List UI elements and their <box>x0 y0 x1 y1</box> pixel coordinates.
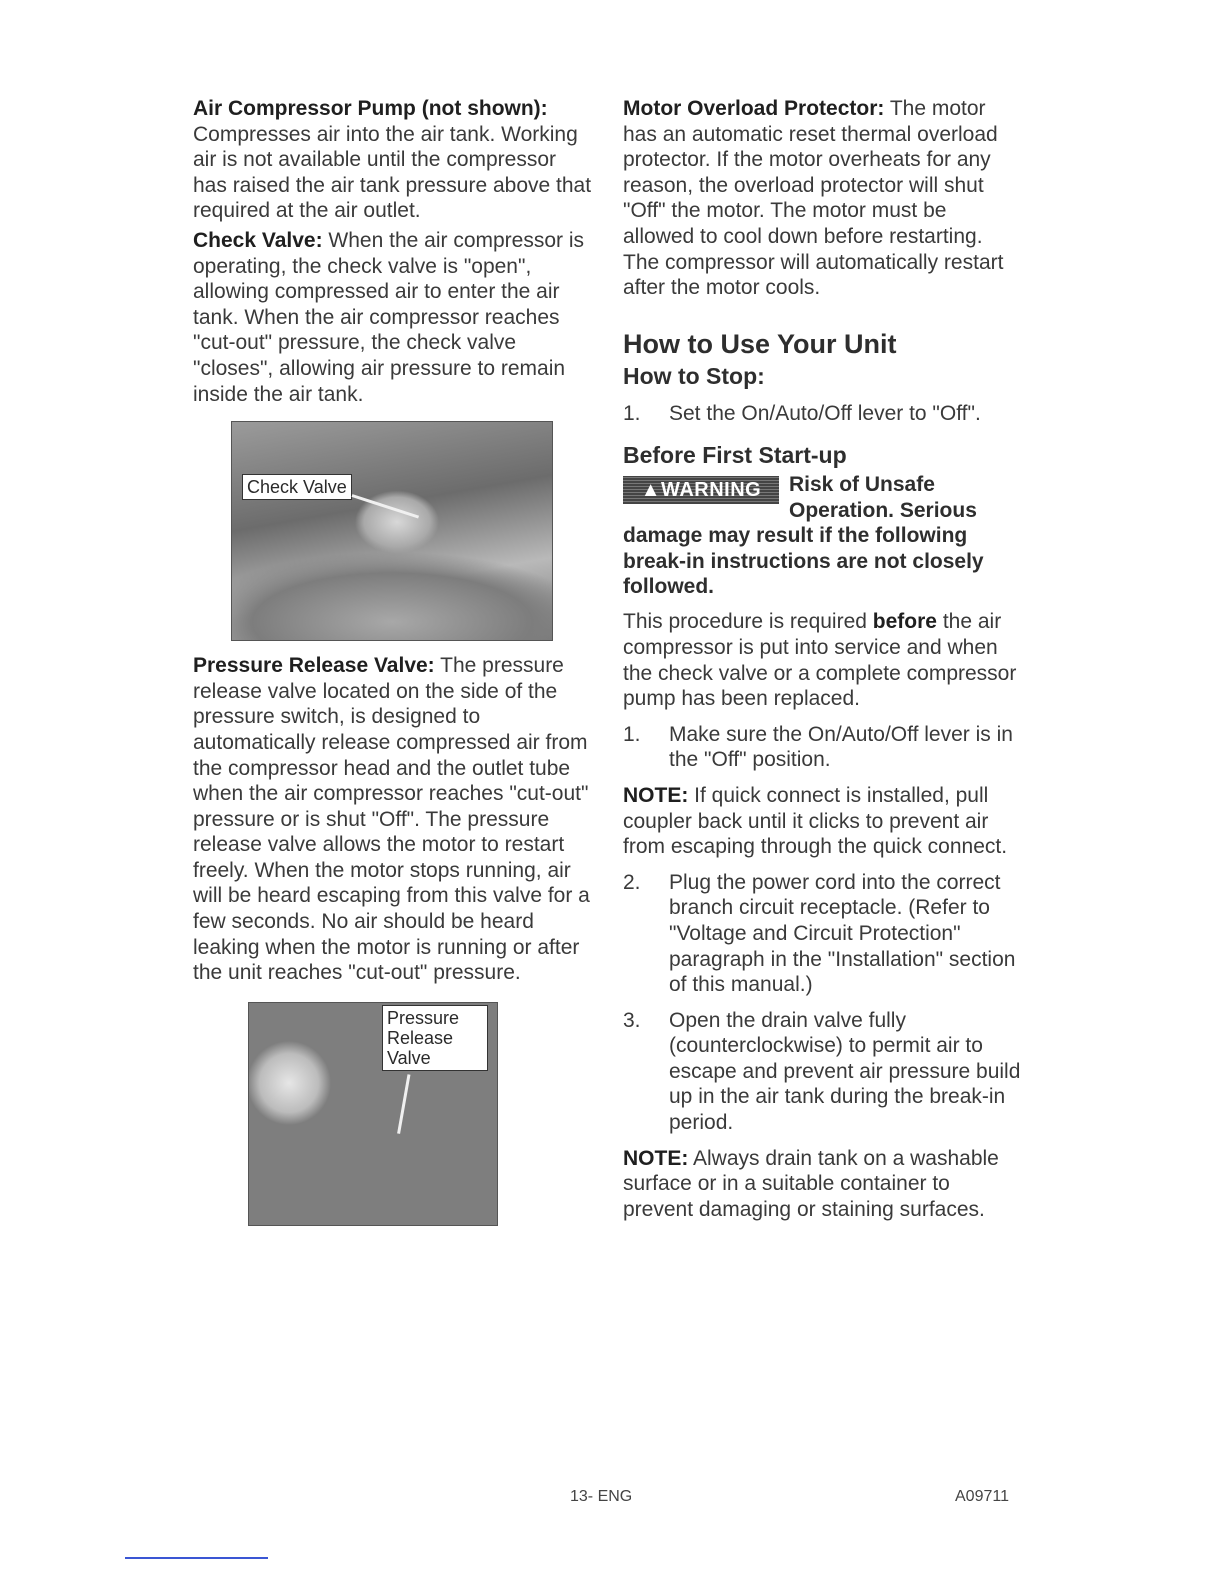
left-column <box>193 96 593 1226</box>
check-valve-term: Check Valve: <box>193 228 323 252</box>
startup-step-2-number: 2. <box>623 870 641 894</box>
startup-step-2 <box>623 870 1023 998</box>
before-first-startup-heading: Before First Start-up <box>623 442 847 469</box>
check-valve-text: When the air compressor is operating, the check valve is "open", allowing compressed air to enter the air tank. When the air compressor reaches "cut-out" pressure, the check valve "closes", allowing air pressure to remain inside the air tank. <box>193 228 585 406</box>
air-pump-term: Air Compressor Pump (not shown): <box>193 97 548 120</box>
check-valve-photo-label: Check Valve <box>242 474 352 500</box>
how-to-stop-heading: How to Stop: <box>623 362 765 389</box>
procedure-emphasis: before <box>872 610 937 634</box>
pressure-release-term: Pressure Release Valve: <box>193 654 435 678</box>
air-pump-paragraph <box>193 96 593 224</box>
warning-text: Risk of Unsafe Operation. Serious damage may result if the following break-in instructions are not closely followed. <box>623 473 984 598</box>
page-number: 13- ENG <box>570 1488 633 1505</box>
startup-step-1-number: 1. <box>623 722 641 746</box>
stop-step-1-text: Set the On/Auto/Off lever to "Off". <box>669 401 981 425</box>
warning-badge: ▲WARNING <box>623 476 779 504</box>
procedure-paragraph <box>623 609 1023 711</box>
startup-step-3-number: 3. <box>623 1008 641 1032</box>
pressure-release-photo <box>248 1002 498 1226</box>
motor-overload-term: Motor Overload Protector: <box>623 97 885 120</box>
check-valve-arrow <box>352 494 420 518</box>
air-pump-text: Compresses air into the air tank. Working air is not available until the compressor has raised the air tank pressure above that required at the air outlet. <box>193 122 592 223</box>
warning-block <box>623 472 1023 599</box>
note-2-text: Always drain tank on a washable surface or in a suitable container to prevent damaging or staining surfaces. <box>623 1146 999 1221</box>
startup-step-1-text: Make sure the On/Auto/Off lever is in the "Off" position. <box>669 722 1013 772</box>
motor-overload-text: The motor has an automatic reset thermal overload protector. If the motor overheats for any reason, the overload protector will shut "Off" the motor. The motor must be allowed to cool down before restarting. The compressor will automatically restart after the motor cools. <box>623 97 1004 300</box>
pressure-release-paragraph <box>193 653 593 986</box>
startup-step-1 <box>623 722 1023 773</box>
note-2-paragraph <box>623 1146 1023 1223</box>
check-valve-paragraph <box>193 228 593 407</box>
startup-step-3 <box>623 1008 1023 1136</box>
footnote-divider <box>125 1557 268 1559</box>
check-valve-photo <box>231 421 553 641</box>
motor-overload-paragraph <box>623 96 1023 301</box>
document-code: A09711 <box>955 1488 1009 1505</box>
stop-step-1-number: 1. <box>623 401 641 425</box>
pressure-release-photo-label: Pressure Release Valve <box>382 1005 488 1071</box>
how-to-use-heading: How to Use Your Unit <box>623 328 897 359</box>
procedure-text-end: the air compressor is put into service and when the check valve or a complete compressor pump has been replaced. <box>623 610 1017 711</box>
pressure-release-text: The pressure release valve located on the side of the pressure switch, is designed to automatically release compressed air from the compressor head and the outlet tube when the air compressor reaches "cut-out" pressure or is shut "Off". The pressure release valve allows the motor to restart freely. When the motor stops running, air will be heard escaping from this valve for a few seconds. No air should be heard leaking when the motor is running or after the unit reaches "cut-out" pressure. <box>193 654 590 985</box>
note-2-term: NOTE: <box>623 1146 689 1170</box>
right-column <box>623 96 1023 1222</box>
stop-step-1 <box>623 401 1023 427</box>
startup-step-2-text: Plug the power cord into the correct branch circuit receptacle. (Refer to "Voltage and Circuit Protection" paragraph in the "Installation" section of this manual.) <box>669 870 1016 997</box>
note-1-term: NOTE: <box>623 783 689 807</box>
startup-step-3-text: Open the drain valve fully (counterclockwise) to permit air to escape and prevent air pressure build up in the air tank during the break-in period. <box>669 1008 1021 1135</box>
pressure-release-arrow <box>397 1074 410 1134</box>
procedure-text-start: This procedure is required <box>623 610 873 634</box>
note-1-paragraph <box>623 783 1023 860</box>
note-1-text: If quick connect is installed, pull coupler back until it clicks to prevent air from escaping through the quick connect. <box>623 783 1008 859</box>
